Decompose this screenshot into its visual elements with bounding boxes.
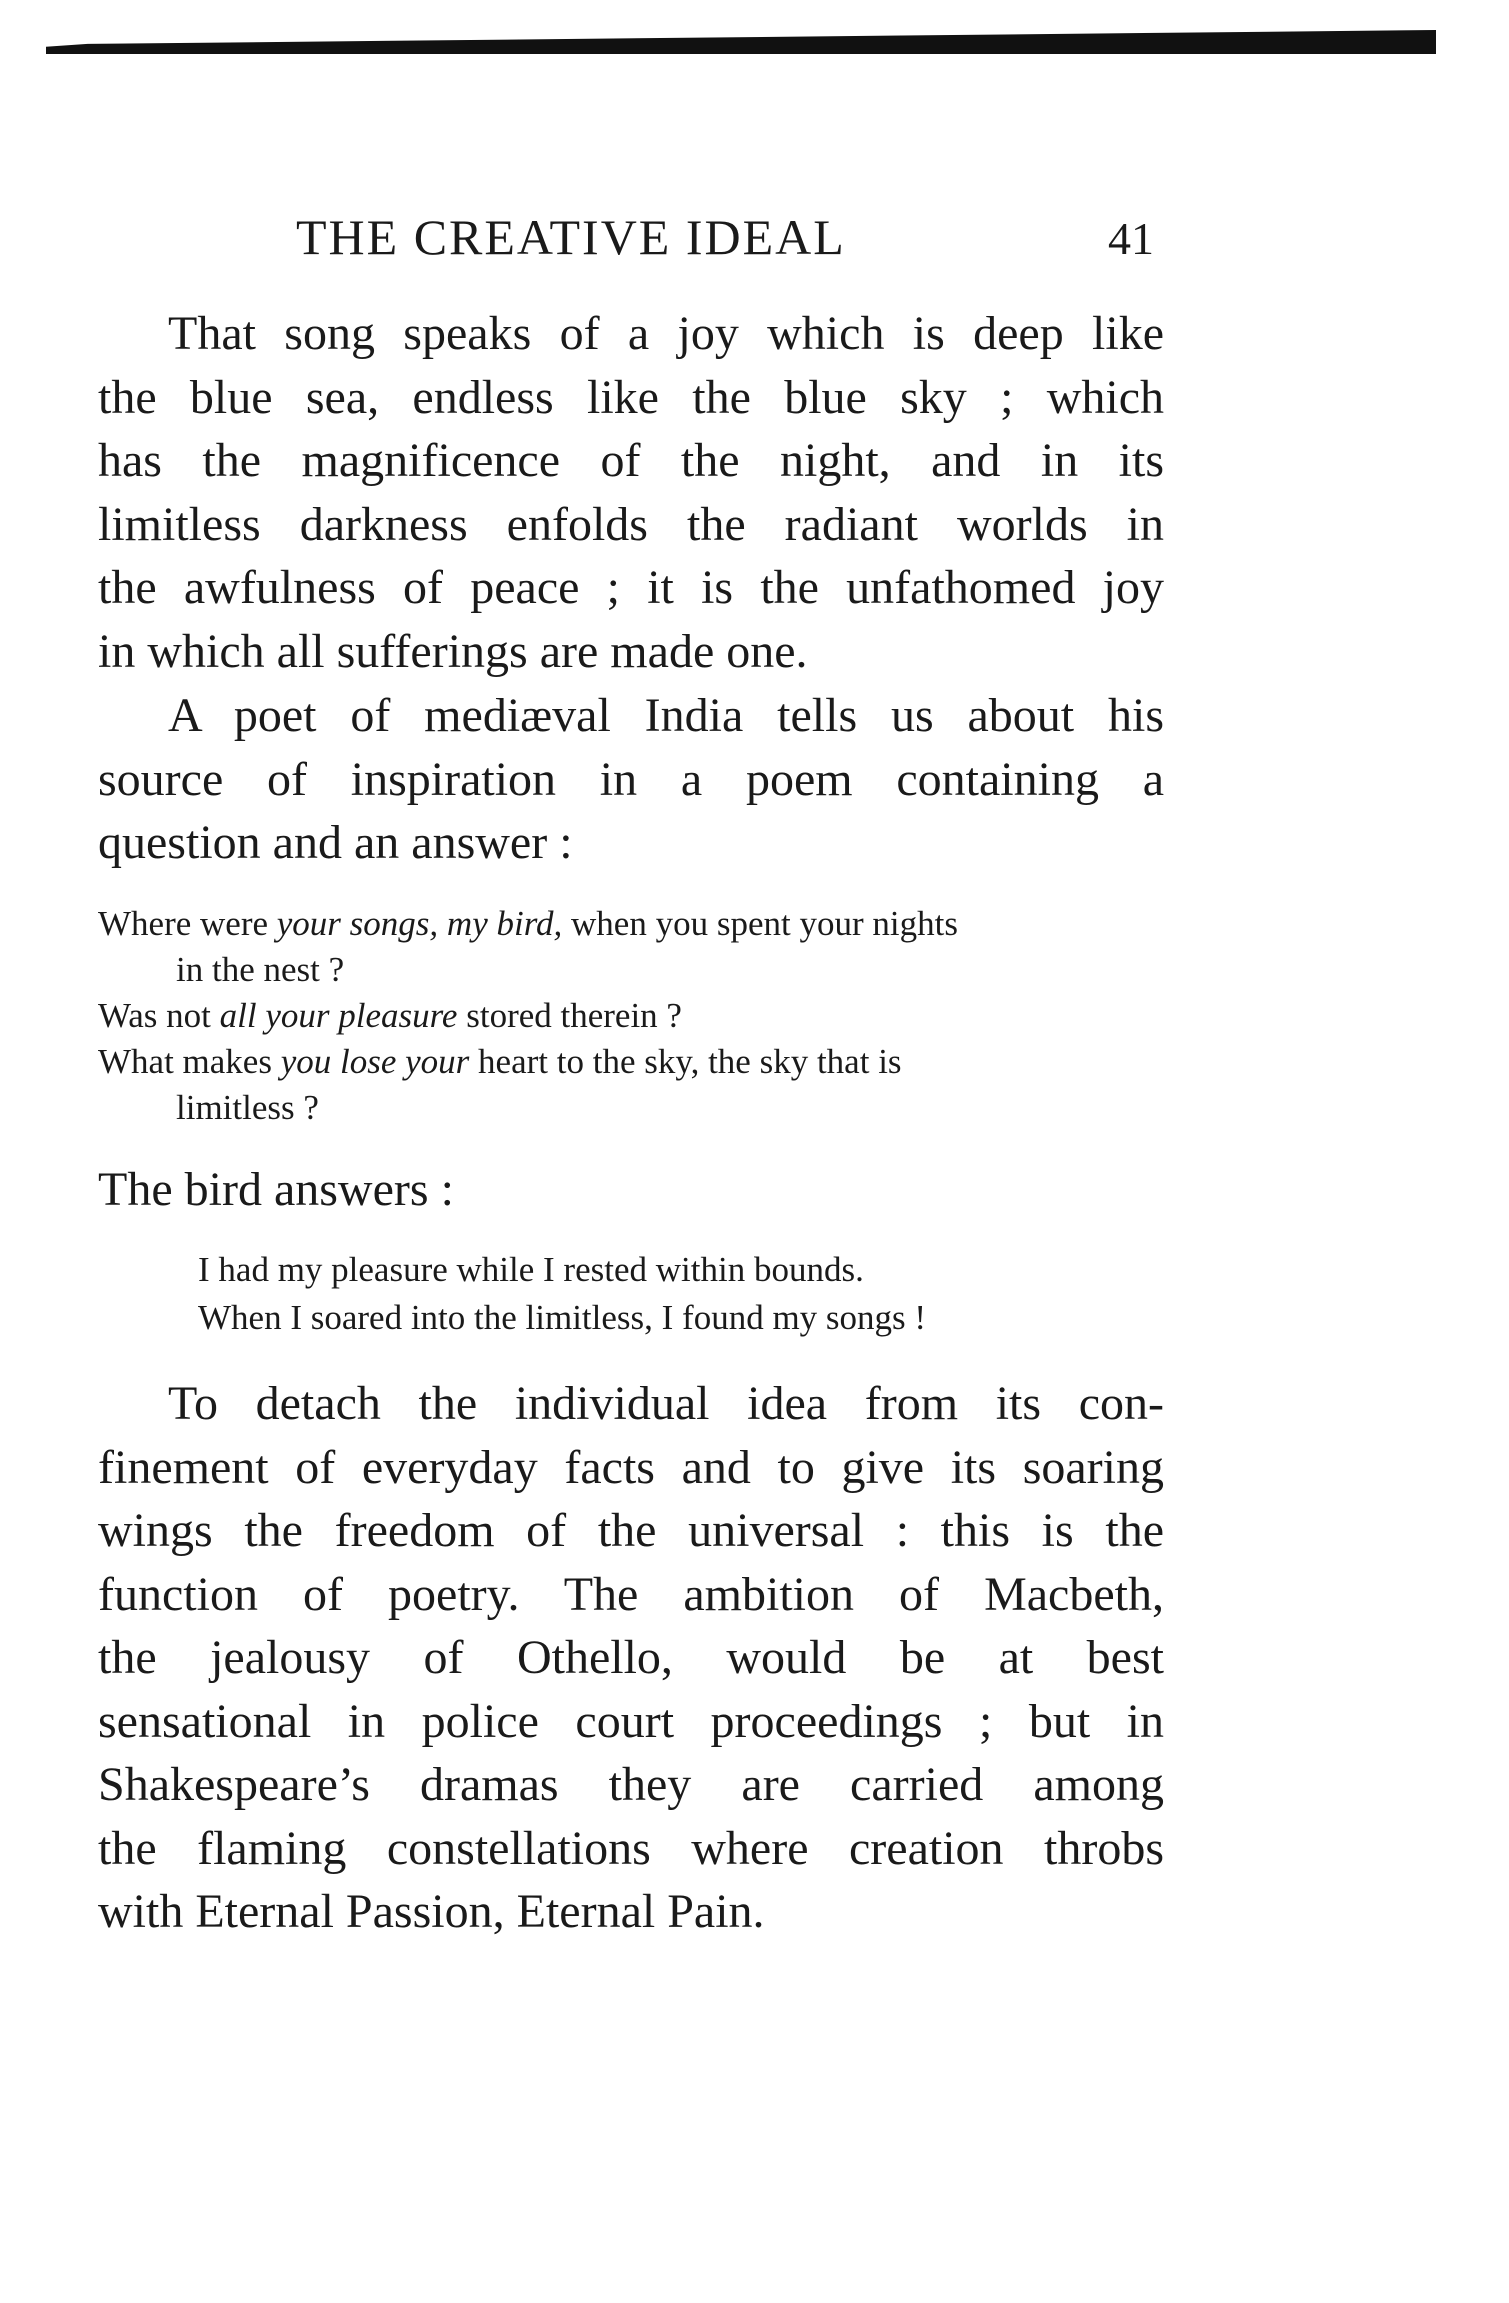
text-line: the blue sea, endless like the blue sky ; which (98, 370, 1164, 424)
verse-italic: your songs, my bird, (276, 904, 563, 943)
text-line: the jealousy of Othello, would be at best (98, 1631, 1164, 1684)
text-line: To detach the individual idea from its con- (168, 1377, 1164, 1430)
poem-question-line-3 (98, 1040, 902, 1084)
paragraph-2 (98, 684, 1164, 875)
verse-text: Was not (98, 996, 220, 1035)
text-line: in which all sufferings are made one. (98, 624, 808, 678)
poem-question-line-1b: in the nest ? (176, 950, 345, 989)
text-line: That song speaks of a joy which is deep like (168, 307, 1164, 360)
text-line: source of inspiration in a poem containing a (98, 752, 1164, 806)
text-line: the awfulness of peace ; it is the unfathomed joy (98, 561, 1164, 614)
verse-text: heart to the sky, the sky that is (469, 1042, 902, 1081)
text-line: sensational in police court proceedings ; but in (98, 1694, 1164, 1748)
poem-question-line-3b: limitless ? (176, 1088, 319, 1127)
verse-italic: all your pleasure (219, 996, 458, 1035)
poem-question-line-2 (98, 994, 682, 1038)
text-line: A poet of mediæval India tells us about his (168, 689, 1164, 742)
page-number: 41 (1108, 213, 1154, 264)
running-head: THE CREATIVE IDEAL (296, 209, 846, 265)
text-line: wings the freedom of the universal : this is the (98, 1504, 1164, 1557)
text-line: the flaming constellations where creation throbs (98, 1821, 1164, 1875)
text-line: has the magnificence of the night, and in its (98, 434, 1164, 487)
poem-answer-line-2: When I soared into the limitless, I found my songs ! (198, 1298, 927, 1337)
bird-answers: The bird answers : (98, 1163, 454, 1216)
verse-italic: you lose your (280, 1042, 470, 1081)
paragraph-1 (98, 302, 1164, 683)
text-line: Shakespeare’s dramas they are carried among (98, 1758, 1164, 1811)
poem-question-line-1 (98, 902, 1164, 946)
verse-text: What makes (98, 1042, 281, 1081)
text-line: with Eternal Passion, Eternal Pain. (98, 1885, 765, 1938)
text-line: limitless darkness enfolds the radiant worlds in (98, 497, 1164, 551)
text-line: finement of everyday facts and to give its soaring (98, 1440, 1164, 1494)
verse-text: when you spent your nights (562, 904, 958, 943)
poem-answer-line-1: I had my pleasure while I rested within bounds. (198, 1250, 864, 1289)
paragraph-3 (98, 1372, 1164, 1944)
text-line: question and an answer : (98, 816, 573, 869)
text-line: function of poetry. The ambition of Macbeth, (98, 1567, 1164, 1621)
top-border-rule (46, 30, 1436, 54)
verse-text: stored therein ? (457, 996, 682, 1035)
verse-text: Where were (98, 904, 277, 943)
